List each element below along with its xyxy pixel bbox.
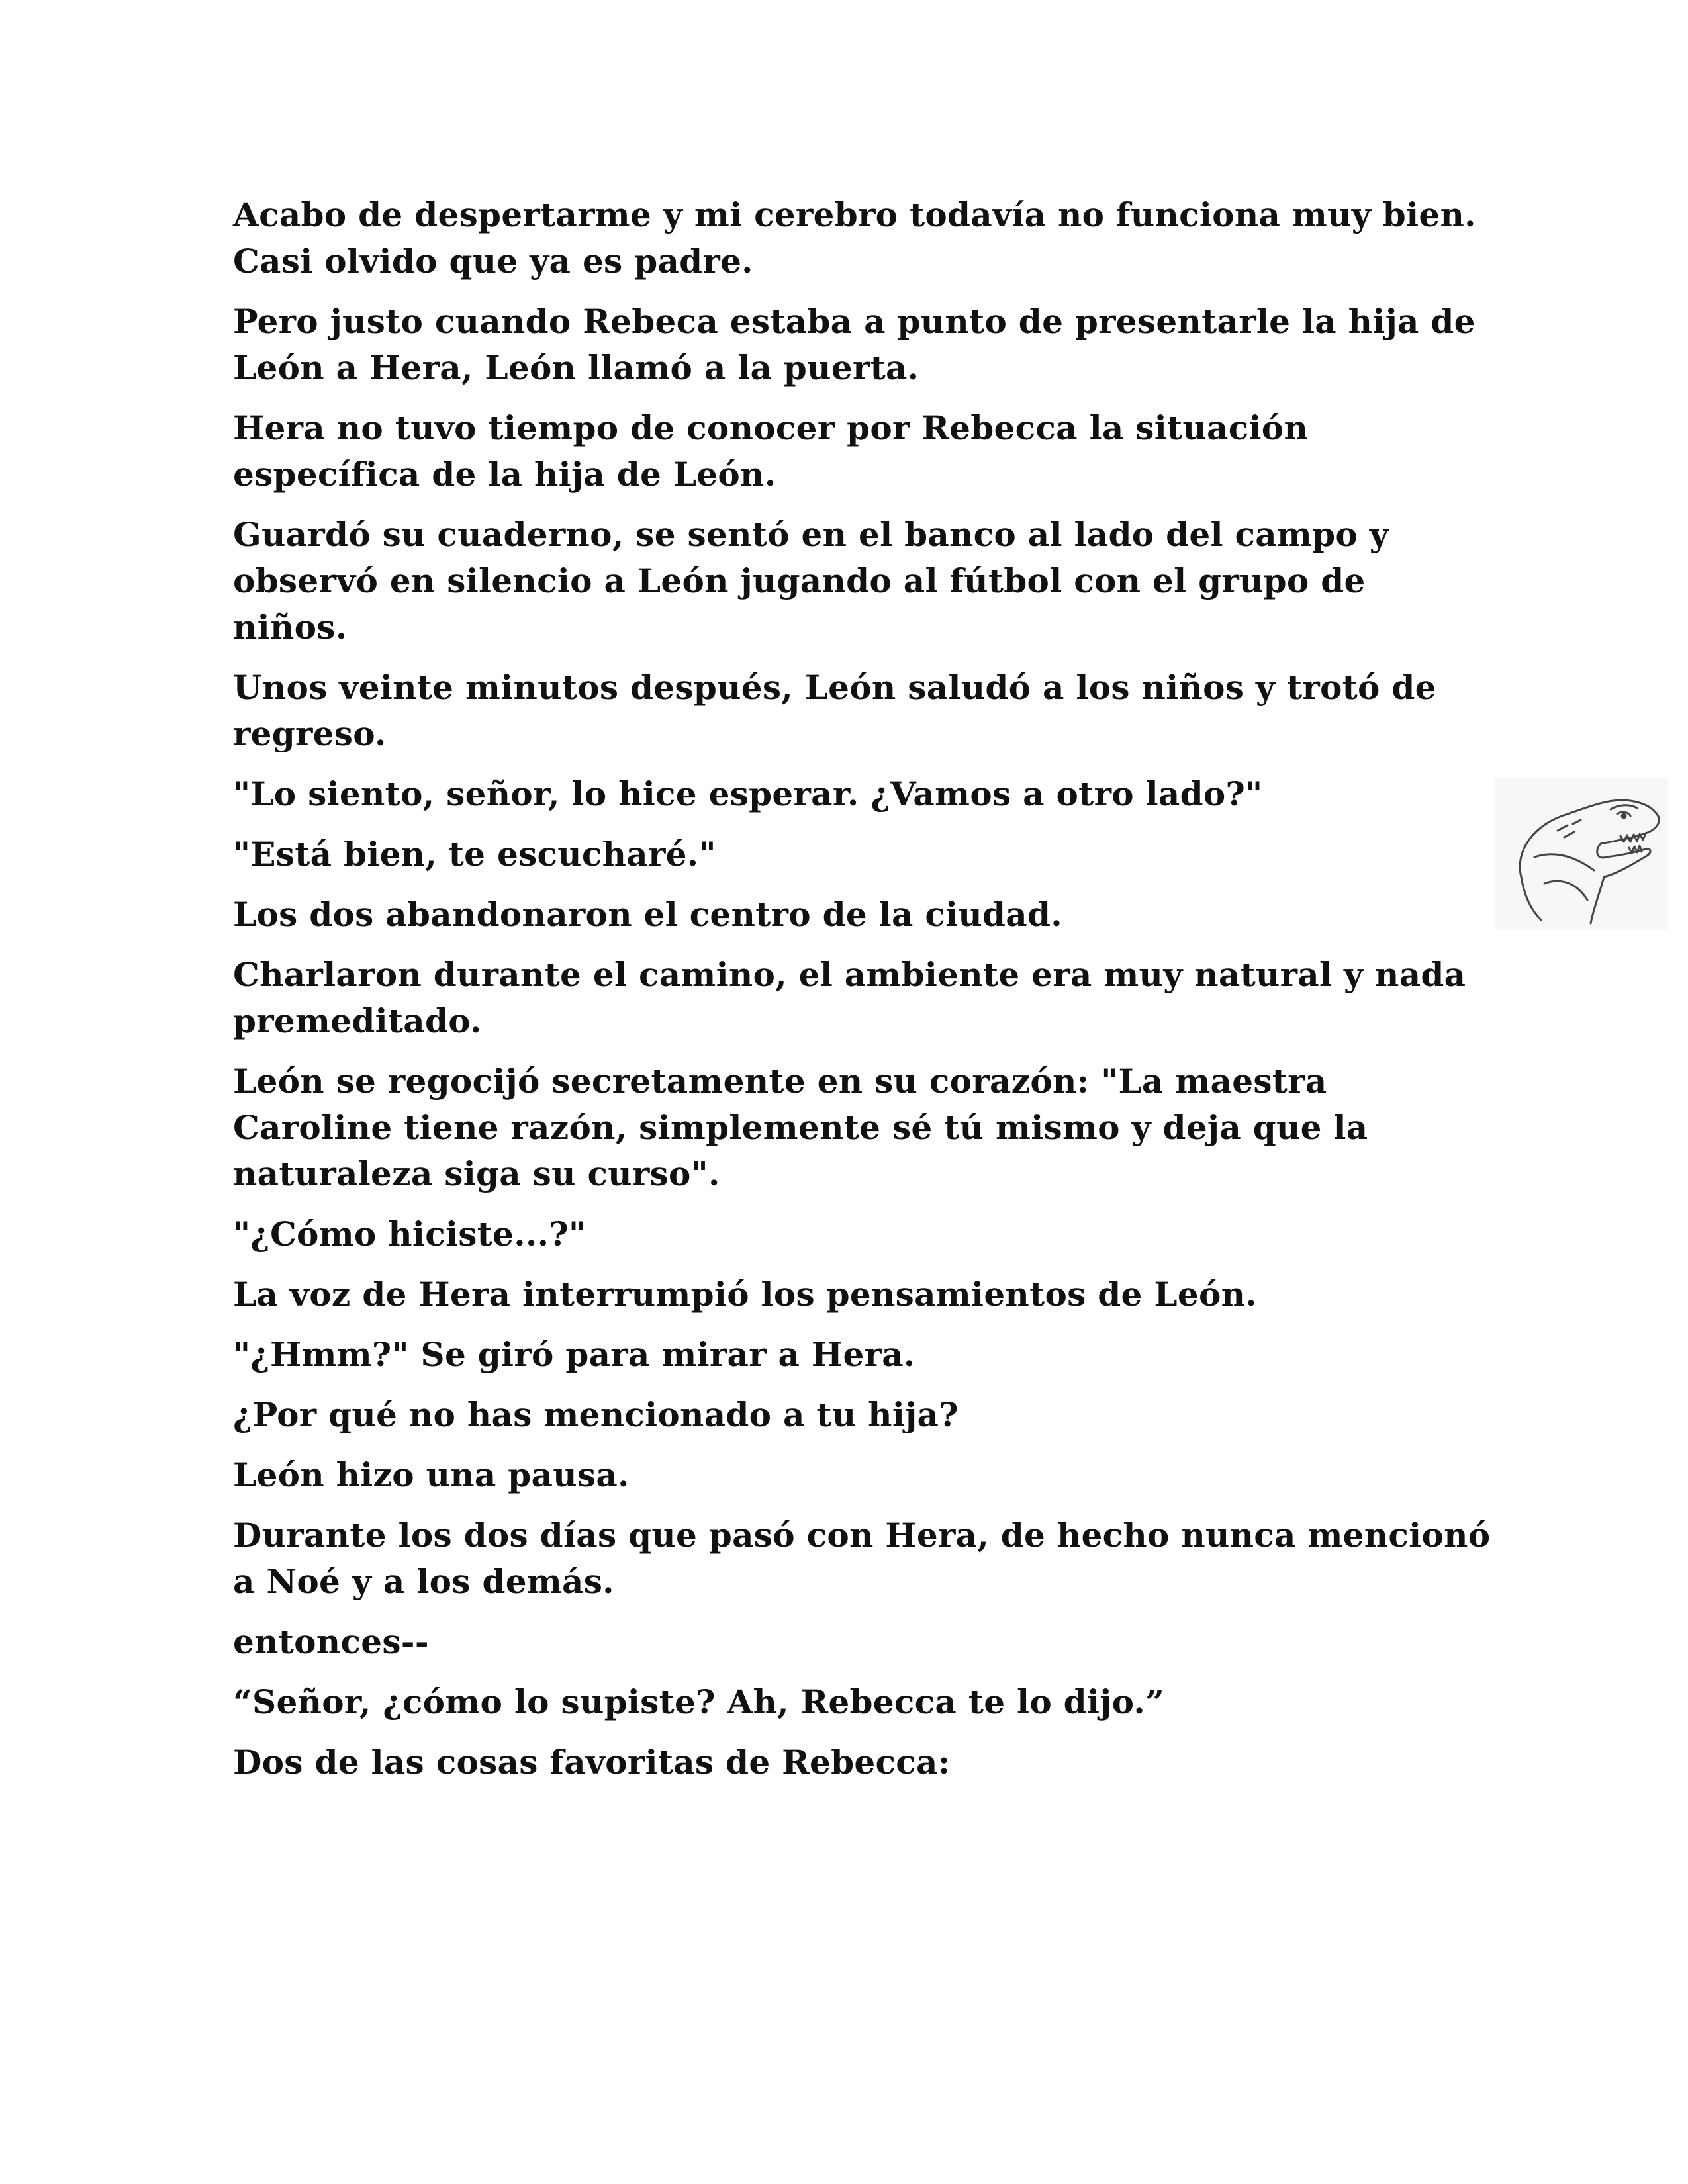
paragraph: "Lo siento, señor, lo hice esperar. ¿Vamos a otro lado?" bbox=[233, 774, 1263, 813]
paragraph: La voz de Hera interrumpió los pensamientos de León. bbox=[233, 1275, 1257, 1314]
paragraph: León hizo una pausa. bbox=[233, 1455, 630, 1494]
paragraph: Acabo de despertarme y mi cerebro todavía no funciona muy bien. Casi olvido que ya es padre. bbox=[233, 195, 1476, 281]
paragraph: “Señor, ¿cómo lo supiste? Ah, Rebecca te lo dijo.” bbox=[233, 1682, 1165, 1721]
paragraph: "Está bien, te escucharé." bbox=[233, 835, 716, 874]
paragraph: León se regocijó secretamente en su corazón: "La maestra Caroline tiene razón, simplemente sé tú mismo y deja que la naturaleza siga su curso". bbox=[233, 1062, 1368, 1193]
paragraph: Charlaron durante el camino, el ambiente era muy natural y nada premeditado. bbox=[233, 955, 1466, 1040]
paragraph: Dos de las cosas favoritas de Rebecca: bbox=[233, 1743, 951, 1782]
paragraph: Pero justo cuando Rebeca estaba a punto de presentarle la hija de León a Hera, León llamó a la puerta. bbox=[233, 302, 1476, 387]
paragraph: Guardó su cuaderno, se sentó en el banco al lado del campo y observó en silencio a León jugando al fútbol con el grupo de niños. bbox=[233, 515, 1389, 647]
dinosaur-sketch-icon bbox=[1495, 778, 1668, 930]
document-body bbox=[233, 192, 1491, 1799]
paragraph: ¿Por qué no has mencionado a tu hija? bbox=[233, 1395, 959, 1434]
paragraph: Durante los dos días que pasó con Hera, de hecho nunca mencionó a Noé y a los demás. bbox=[233, 1516, 1491, 1601]
paragraph: "¿Hmm?" Se giró para mirar a Hera. bbox=[233, 1335, 915, 1374]
paragraph: Los dos abandonaron el centro de la ciudad. bbox=[233, 895, 1062, 934]
paragraph: Hera no tuvo tiempo de conocer por Rebecca la situación específica de la hija de León. bbox=[233, 408, 1309, 494]
paragraph: Unos veinte minutos después, León saludó a los niños y trotó de regreso. bbox=[233, 668, 1436, 753]
paragraph: entonces-- bbox=[233, 1622, 429, 1661]
paragraph: "¿Cómo hiciste...?" bbox=[233, 1214, 586, 1253]
